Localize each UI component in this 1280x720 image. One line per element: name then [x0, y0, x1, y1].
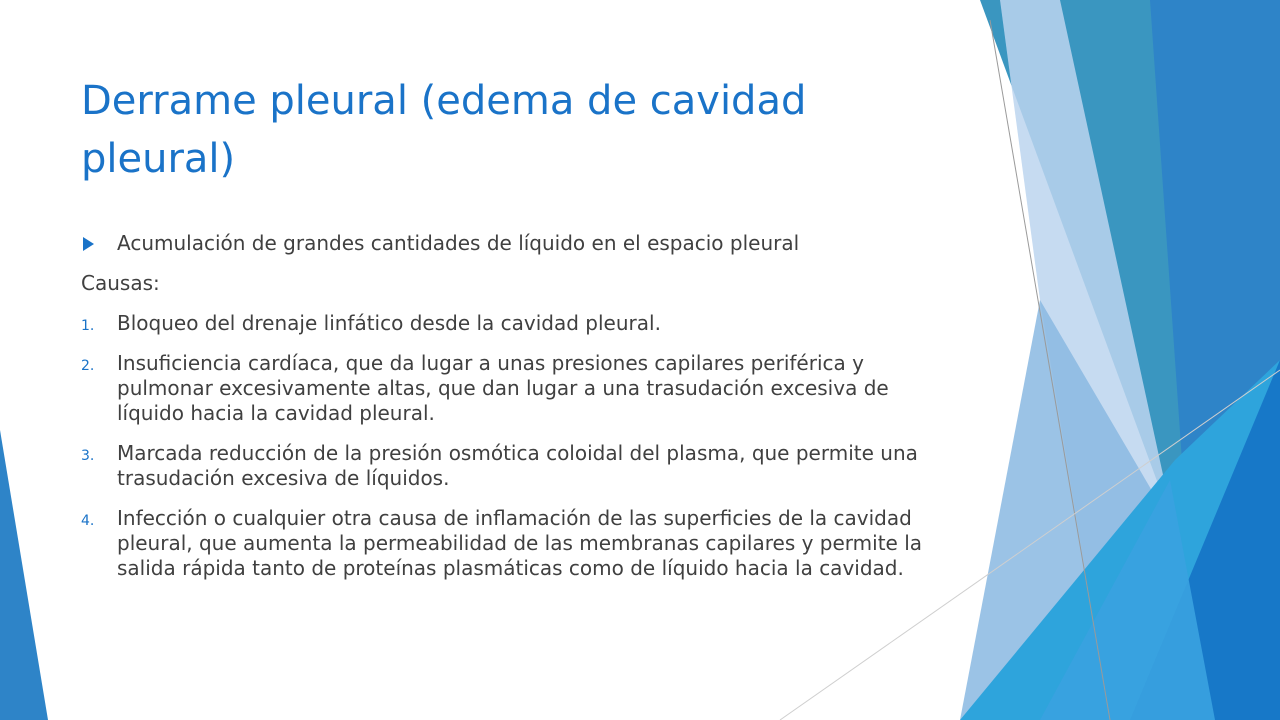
causes-heading: Causas:: [81, 271, 160, 295]
cause-text: Insuficiencia cardíaca, que da lugar a unas presiones capilares periférica y pulmonar excesivamente altas, que dan lugar a una trasudación excesiva de líquido hacia la cavidad pleural.: [117, 351, 889, 425]
cause-number: 2.: [81, 358, 95, 374]
cause-text: Marcada reducción de la presión osmótica coloidal del plasma, que permite una trasudación excesiva de líquidos.: [117, 441, 918, 490]
cause-number: 4.: [81, 513, 95, 529]
cause-number: 1.: [81, 318, 95, 334]
cause-item: [81, 311, 961, 336]
slide-content: [81, 231, 961, 596]
facet-left-edge: [0, 430, 48, 720]
cause-item: [81, 351, 961, 426]
cause-item: [81, 441, 961, 491]
cause-text: Infección o cualquier otra causa de inflamación de las superficies de la cavidad pleural, que aumenta la permeabilidad de las membranas capilares y permite la salida rápida tanto de proteínas plasmáticas como de líquido hacia la cavidad.: [117, 506, 923, 580]
cause-item: [81, 506, 961, 581]
cause-text: Bloqueo del drenaje linfático desde la cavidad pleural.: [117, 311, 661, 335]
triangle-bullet-icon: [83, 237, 94, 251]
bullet-text: Acumulación de grandes cantidades de líquido en el espacio pleural: [117, 231, 800, 255]
causes-list: [81, 311, 961, 581]
cause-number: 3.: [81, 448, 95, 464]
slide-title: Derrame pleural (edema de cavidad pleural): [81, 78, 807, 182]
bullet-item: [81, 231, 961, 256]
